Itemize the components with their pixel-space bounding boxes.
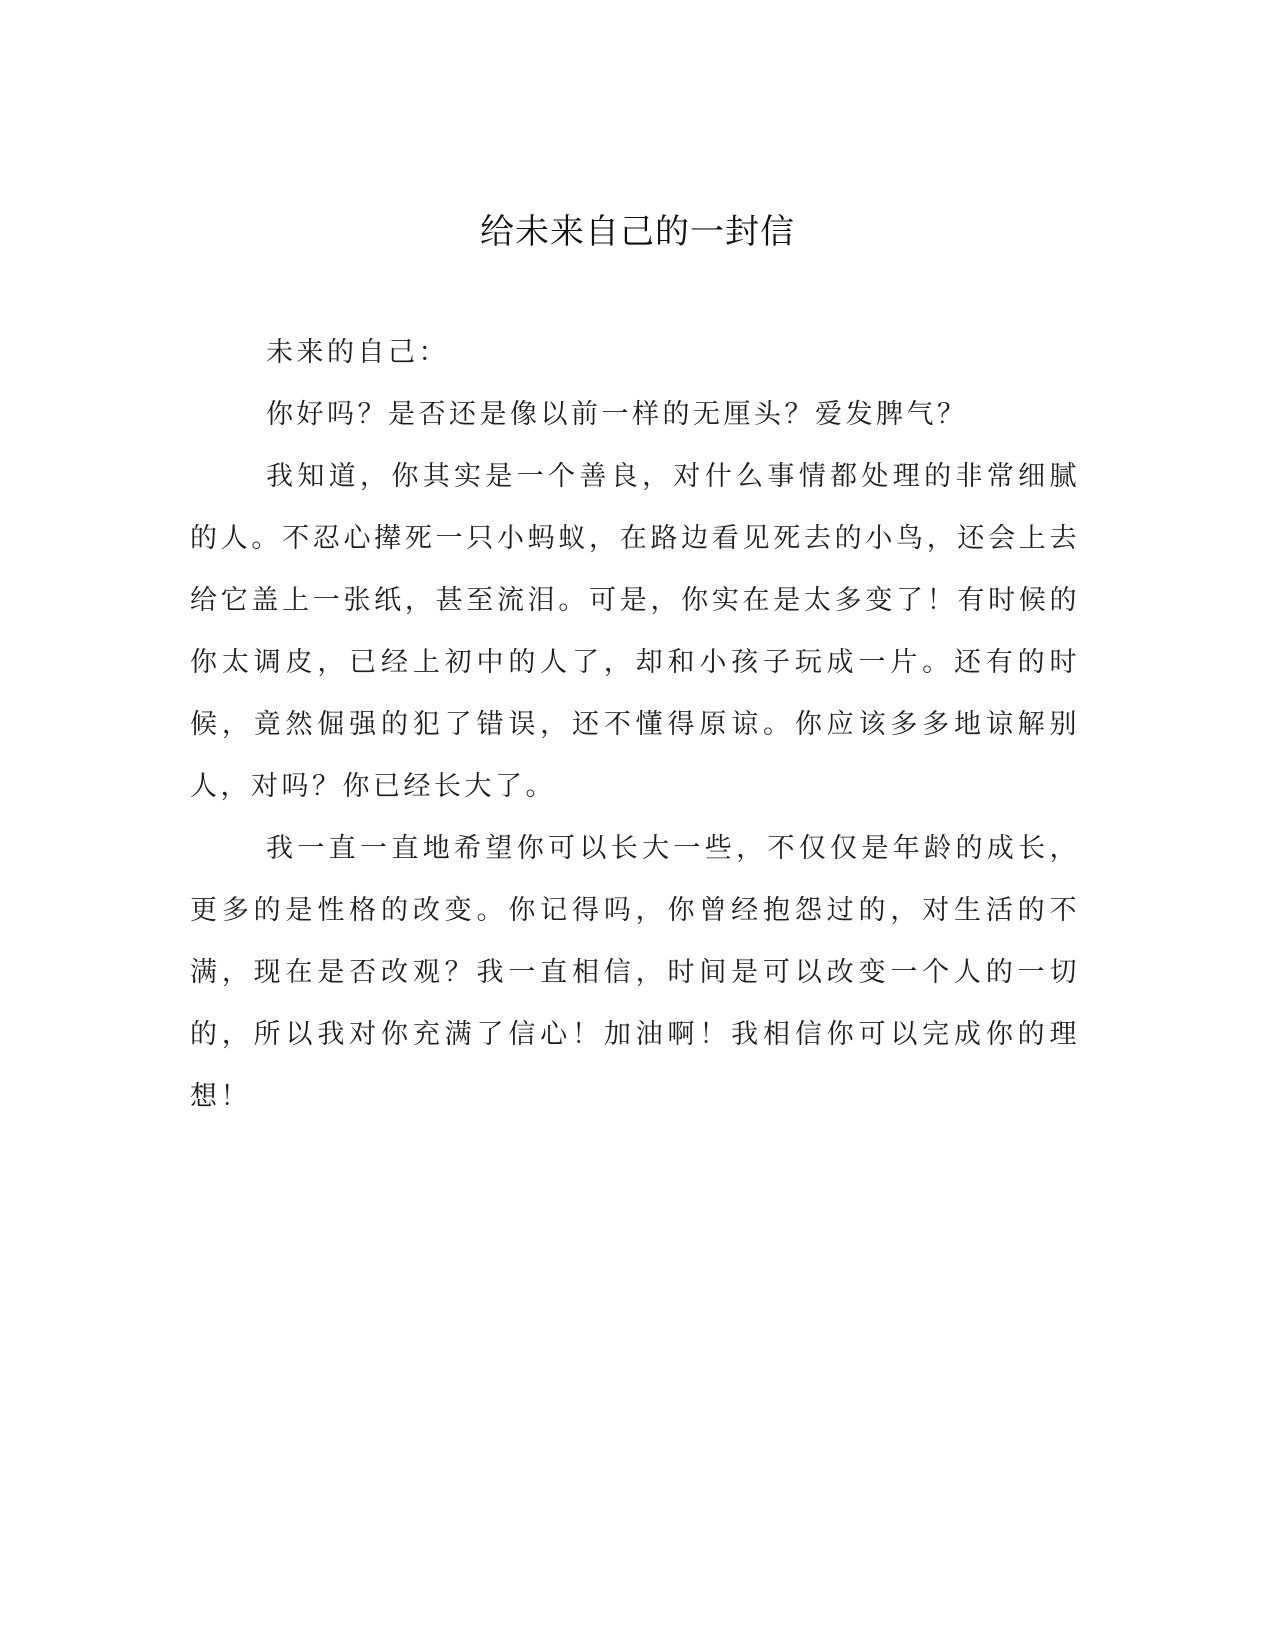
document-title: 给未来自己的一封信	[480, 212, 795, 252]
paragraph-greeting: 你好吗？是否还是像以前一样的无厘头？爱发脾气？	[266, 399, 968, 430]
paragraph-hope: 我一直一直地希望你可以长大一些，不仅仅是年龄的成长，更多的是性格的改变。你记得吗，你曾经抱怨过的，对生活的不满，现在是否改观？我一直相信，时间是可以改变一个人的一切的，所以我对你充满了信心！加油啊！我相信你可以完成你的理想！	[190, 833, 1080, 1112]
salutation: 未来的自己：	[266, 337, 449, 368]
letter-body	[190, 322, 1080, 1128]
paragraph-character: 我知道，你其实是一个善良，对什么事情都处理的非常细腻的人。不忍心撵死一只小蚂蚁，在路边看见死去的小鸟，还会上去给它盖上一张纸，甚至流泪。可是，你实在是太多变了！有时候的你太调皮，已经上初中的人了，却和小孩子玩成一片。还有的时候，竟然倔强的犯了错误，还不懂得原谅。你应该多多地谅解别人，对吗？你已经长大了。	[190, 461, 1080, 802]
